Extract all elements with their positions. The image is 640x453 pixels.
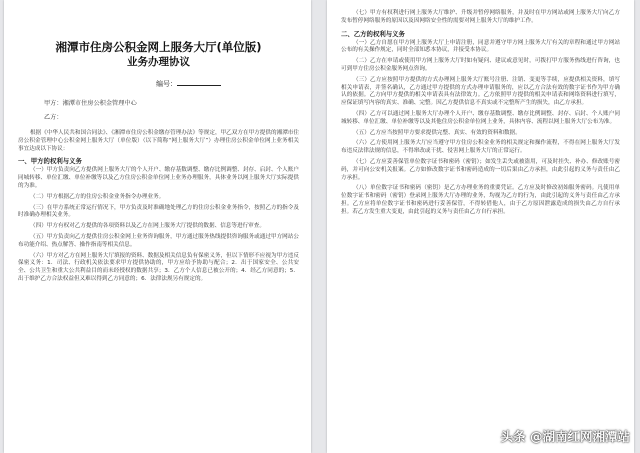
clause-a3: （三）在甲方系统正常运行情况下，甲方负责及时准确地处理乙方的住房公积金业务指令，按照乙方的指令及时准确办理相关业务。: [18, 204, 299, 219]
clause-b3: （三）乙方应按照甲方提供的方式办理网上服务大厅账号注册、注销、变更等手续，应提供相关资料，填写相关申请表，并签名确认，乙方通过甲方提供的方式办理申请服务的，应以乙方合法有效的数字证书作为甲方确认的依据。乙方向甲方提供的相关申请表具有法律效力。乙方依照甲方提供的相关申请表和网络资料进行填写，应保证填写内容的真实、准确、完整。因乙方提供信息不真实或不完整所产生的损失，由乙方承担。: [341, 76, 620, 107]
clause-b1: （一）乙方自愿在甲方网上服务大厅上申请注册，同意并遵守甲方网上服务大厅有关的章程和通过甲方网站公布的有关操作规定，同时全部知悉本协议，并接受本协议。: [341, 39, 620, 54]
clause-a1: （一）甲方负责向乙方提供网上服务大厅的个人开户、缴存基数调整、缴存比例调整、封存、启封、个人账户同城转移、单位汇缴、单位补缴等以及乙方住房公积金单位网上业务办理服务，具体业务以网上服务大厅实际提供的为准。: [18, 167, 299, 189]
clause-b2: （二）乙方在申请或使用甲方网上服务大厅时如有疑问、建议或意见时，可拨打甲方服务热线进行咨询，也可到甲方住房公积金服务网点咨询。: [341, 58, 620, 72]
document-subtitle: 业务办理协议: [127, 56, 190, 68]
agreement-page-left: [4, 0, 311, 453]
intro-paragraph: 根据《中华人民共和国合同法》、《湘潭市住房公积金缴存管理办法》等规定，甲乙双方在甲方提供的湘潭市住房公积金管理中心公积金网上服务大厅（单位版）（以下简称“网上服务大厅”）办理住房公积金单位网上业务相关事宜达成以下协议：: [18, 130, 299, 152]
clause-a5: （五）甲方负责向乙方提供住房公积金网上业务咨询服务，甲方通过服务热线提供咨询服务或通过甲方网站公布功能介绍、热点解答、操作指南等相关信息。: [18, 233, 299, 248]
party-a: 甲方：湘潭市住房公积金管理中心: [44, 100, 137, 107]
party-b: 乙方：: [44, 114, 63, 121]
clause-a4: （四）甲方有权对乙方提供的各项资料以及乙方在网上服务大厅提供的数据、信息等进行审查。: [30, 223, 265, 230]
clause-b6: （六）乙方使用网上服务大厅应当遵守甲方住房公积金业务的相关规定和操作流程，不得在网上服务大厅发布违反法律法规的信息，不得窜改或干扰、侵害网上服务大厅的正常运行。: [341, 140, 620, 155]
clause-b7: （七）乙方应妥善保管单位数字证书和密码（密钥）；如发生丢失或被盗用，可及时挂失、补办、修改账号密码，并可向公安机关报案。乙方如修改数字证书和密码造成的一切后果由乙方承担，由此引起的义务与责任由乙方承担。: [341, 158, 620, 181]
clause-b4: （四）乙方可以通过网上服务大厅办理个人开户、缴存基数调整、缴存比例调整、封存、启封、个人账户同城转移、单位汇缴、单位补缴等以及其他住房公积金单位网上业务，具体内容、流程以网上服务大厅公布为准。: [341, 110, 620, 125]
document-title: 湘潭市住房公积金网上服务大厅(单位版): [55, 40, 262, 54]
number-blank-line: [177, 78, 221, 86]
watermark-account: @湖南红网湘潭站: [529, 429, 630, 444]
clause-a6: （六）甲方对乙方在网上服务大厅填报的资料、数据及相关信息负有保密义务，但以下情形不应视为甲方违反保密义务：1．司法、行政机关依法要求甲方提供协助的，甲方应给予协助与配合；2．出于国家安全、公共安全、公共卫生和重大公共利益目的而未经授权的数据共享；3．乙方个人信息已被公开的；4．经乙方同意的；5．出于维护乙方合法权益但又难以得到乙方同意的；6．法律法规另有规定的。: [18, 252, 299, 282]
number-label: 编号：: [156, 80, 177, 88]
clause-b5: （五）乙方应当按照甲方要求提供完整、真实、有效的资料和数据。: [353, 129, 521, 136]
clause-a7: （七）甲方有权利进行网上服务大厅维护、升级并暂停网络服务，并及时在甲方网站或网上服务大厅向乙方发布暂停网络服务的原因以及因网络安全性的需要对网上服务大厅的维护工作。: [341, 10, 620, 24]
section-heading-party-a: 一、甲方的权利与义务: [18, 157, 82, 166]
source-watermark: [501, 427, 630, 445]
section-heading-party-b: 二、乙方的权利与义务: [341, 29, 405, 38]
clause-b8: （八）单位数字证书和密码（密钥）是乙方办理业务的重要凭证。乙方应及时修改初始服务密码。凡使用单位数字证书和密码（密钥）登录网上服务大厅办理的业务，均视为乙方的行为，由此引起的义务与责任由乙方承担。乙方应将单位数字证书和密码进行妥善保管，不得转借他人，由于乙方原因泄露造成的损失由乙方自行承担。若乙方发生重大变更，由此引起的义务与责任由乙方自行承担。: [341, 185, 620, 215]
number-row: [78, 78, 299, 89]
agreement-page-right: [327, 0, 634, 453]
watermark-platform: 头条: [500, 429, 526, 444]
clause-a2: （二）甲方根据乙方的住房公积金业务指令办理业务。: [30, 193, 165, 200]
